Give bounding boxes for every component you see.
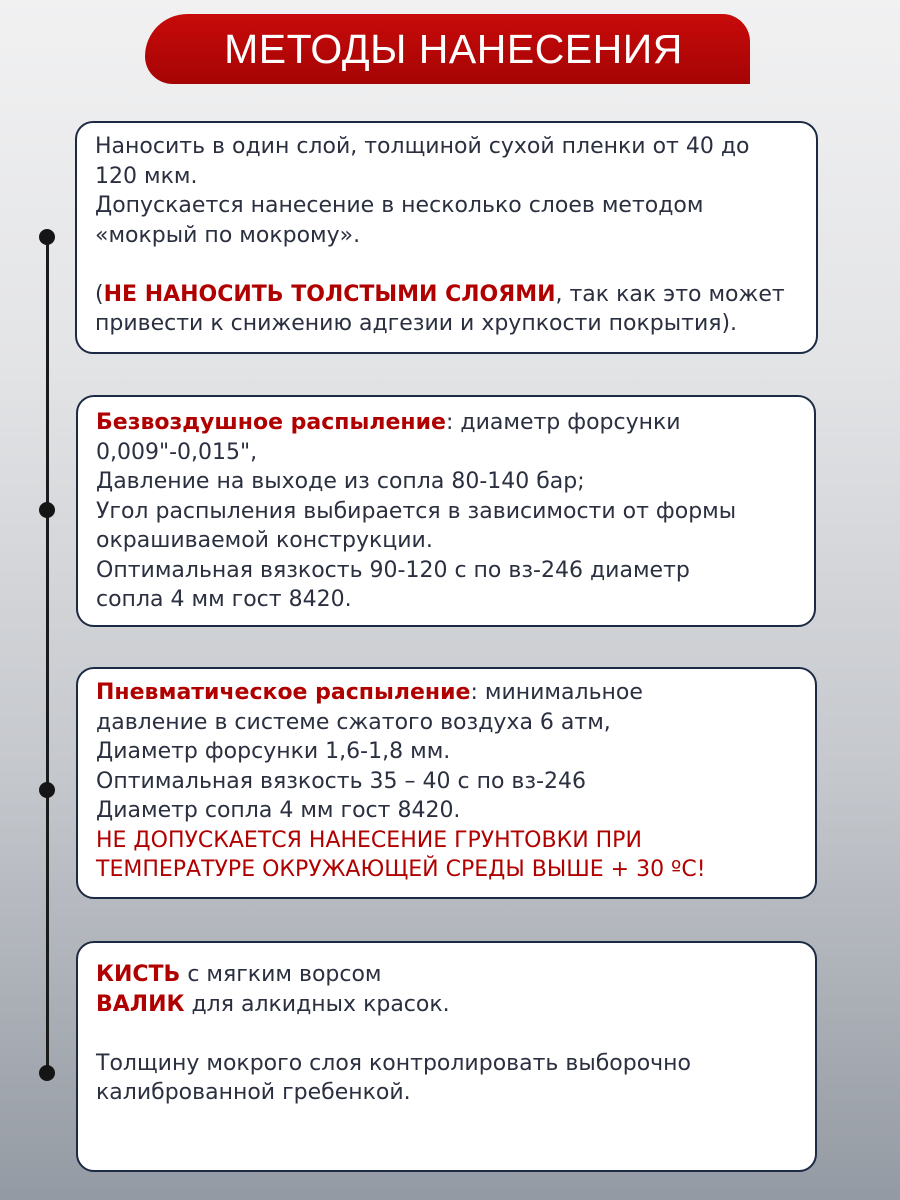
airless-heading-rest: : диаметр форсунки [445,410,681,435]
card-warning-line: НЕ ДОПУСКАЕТСЯ НАНЕСЕНИЕ ГРУНТОВКИ ПРИ [96,827,642,853]
card-tool-line [96,990,809,1020]
card-line: калиброванной гребенкой. [96,1080,411,1105]
roller-label: ВАЛИК [96,991,185,1017]
warning-rest: , так как это может [555,281,785,307]
card-warning [95,280,810,310]
pneumatic-heading-rest: : минимальное [470,680,643,705]
card-line: Наносить в один слой, толщиной сухой пленки от 40 до [95,134,750,159]
card-line: Давление на выходе из сопла 80-140 бар; [96,469,585,494]
card-line: давление в системе сжатого воздуха 6 атм, [96,709,611,735]
card-warning-line: ТЕМПЕРАТУРЕ ОКРУЖАЮЩЕЙ СРЕДЫ ВЫШЕ + 30 ºС! [96,857,706,882]
brush-rest: с мягким ворсом [180,962,382,987]
spacer [96,1019,809,1049]
timeline-dot-2 [39,502,55,518]
card-line: Оптимальная вязкость 90-120 с по вз-246 диаметр [96,557,690,583]
card-brush-roller [76,941,817,1172]
card-line: Диаметр сопла 4 мм гост 8420. [96,798,461,823]
warning-prefix: ( [95,281,104,307]
card-tool-line [96,960,809,990]
card-line: Угол распыления выбирается в зависимости от формы [96,498,737,524]
title-banner [145,14,750,84]
timeline-dot-3 [39,782,55,798]
card-line: «мокрый по мокрому». [95,222,361,248]
timeline-dot-1 [39,229,55,245]
brush-label: КИСТЬ [96,962,181,987]
card-line: Допускается нанесение в несколько слоев методом [95,193,704,218]
spacer [95,250,810,280]
card-line: сопла 4 мм гост 8420. [96,587,352,612]
card-pneumatic-spray [76,667,817,899]
timeline-line [46,236,49,1074]
card-layer-info [75,121,818,354]
card-line: Оптимальная вязкость 35 – 40 с по вз-246 [96,768,587,794]
card-airless-spray [76,395,816,627]
card-line: 120 мкм. [95,163,198,189]
roller-rest: для алкидных красок. [184,991,450,1017]
card-line: Толщину мокрого слоя контролировать выборочно [96,1050,692,1076]
card-line: окрашиваемой конструкции. [96,528,433,553]
timeline-dot-4 [39,1065,55,1081]
card-line: 0,009"-0,015", [96,439,258,465]
card-heading-line [96,678,809,708]
pneumatic-heading: Пневматическое распыление [96,680,471,705]
card-heading-line [96,408,808,438]
card-line: привести к снижению адгезии и хрупкости покрытия). [95,311,738,336]
page-title: МЕТОДЫ НАНЕСЕНИЯ [224,25,683,72]
warning-highlight: НЕ НАНОСИТЬ ТОЛСТЫМИ СЛОЯМИ [103,281,556,307]
airless-heading: Безвоздушное распыление [96,410,446,435]
card-line: Диаметр форсунки 1,6-1,8 мм. [96,739,451,764]
